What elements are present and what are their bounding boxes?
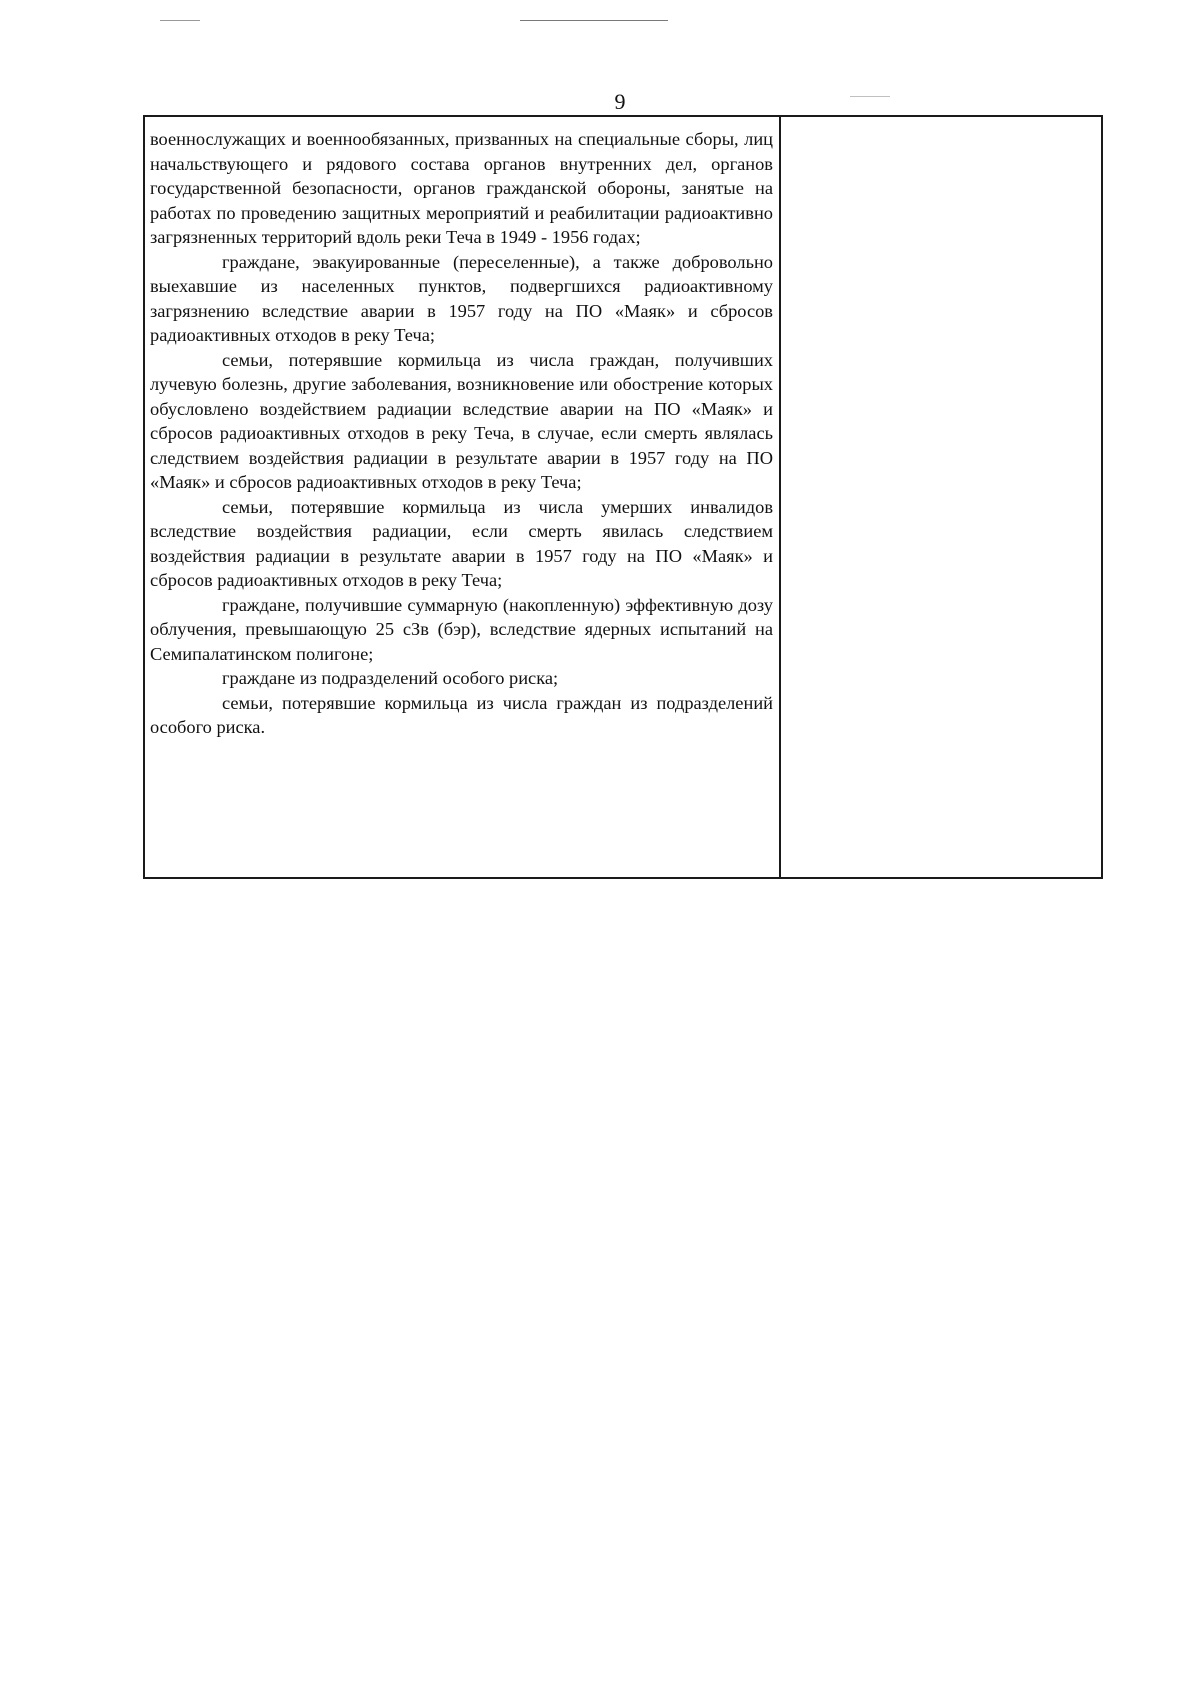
scan-artifact [850, 96, 890, 97]
paragraph: граждане, эвакуированные (переселенные), а также добровольно выехавшие из населенных пунктов, подвергшихся радиоактивному загрязнению вследствие аварии в 1957 году на ПО «Маяк» и сбросов радиоактивных отходов в реку Теча; [150, 251, 773, 345]
page-number: 9 [614, 89, 626, 114]
table-cell-right [781, 117, 1101, 877]
paragraph: военнослужащих и военнообязанных, призванных на специальные сборы, лиц начальствующего и рядового состава органов внутренних дел, органов государственной безопасности, органов гражданской обороны, занятые на работах по проведению защитных мероприятий и реабилитации радиоактивно загрязненных территорий вдоль реки Теча в 1949 - 1956 годах; [150, 129, 773, 247]
paragraph: семьи, потерявшие кормильца из числа граждан из подразделений особого риска. [150, 692, 773, 737]
paragraph: семьи, потерявшие кормильца из числа умерших инвалидов вследствие воздействия радиации, если смерть явилась следствием воздействия радиации в результате аварии в 1957 году на ПО «Маяк» и сбросов радиоактивных отходов в реку Теча; [150, 496, 773, 590]
paragraph: граждане, получившие суммарную (накопленную) эффективную дозу облучения, превышающую 25 сЗв (бэр), вследствие ядерных испытаний на Семипалатинском полигоне; [150, 594, 773, 664]
document-table [143, 115, 1103, 879]
scan-artifact [160, 20, 200, 21]
paragraph: граждане из подразделений особого риска; [222, 668, 559, 688]
paragraph: семьи, потерявшие кормильца из числа граждан, получивших лучевую болезнь, другие заболевания, возникновение или обострение которых обусловлено воздействием радиации вследствие аварии на ПО «Маяк» и сбросов радиоактивных отходов в реку Теча, в случае, если смерть являлась следствием воздействия радиации в результате аварии в 1957 году на ПО «Маяк» и сбросов радиоактивных отходов в реку Теча; [150, 349, 773, 492]
table-cell-left [145, 117, 781, 877]
scan-artifact [520, 20, 668, 21]
